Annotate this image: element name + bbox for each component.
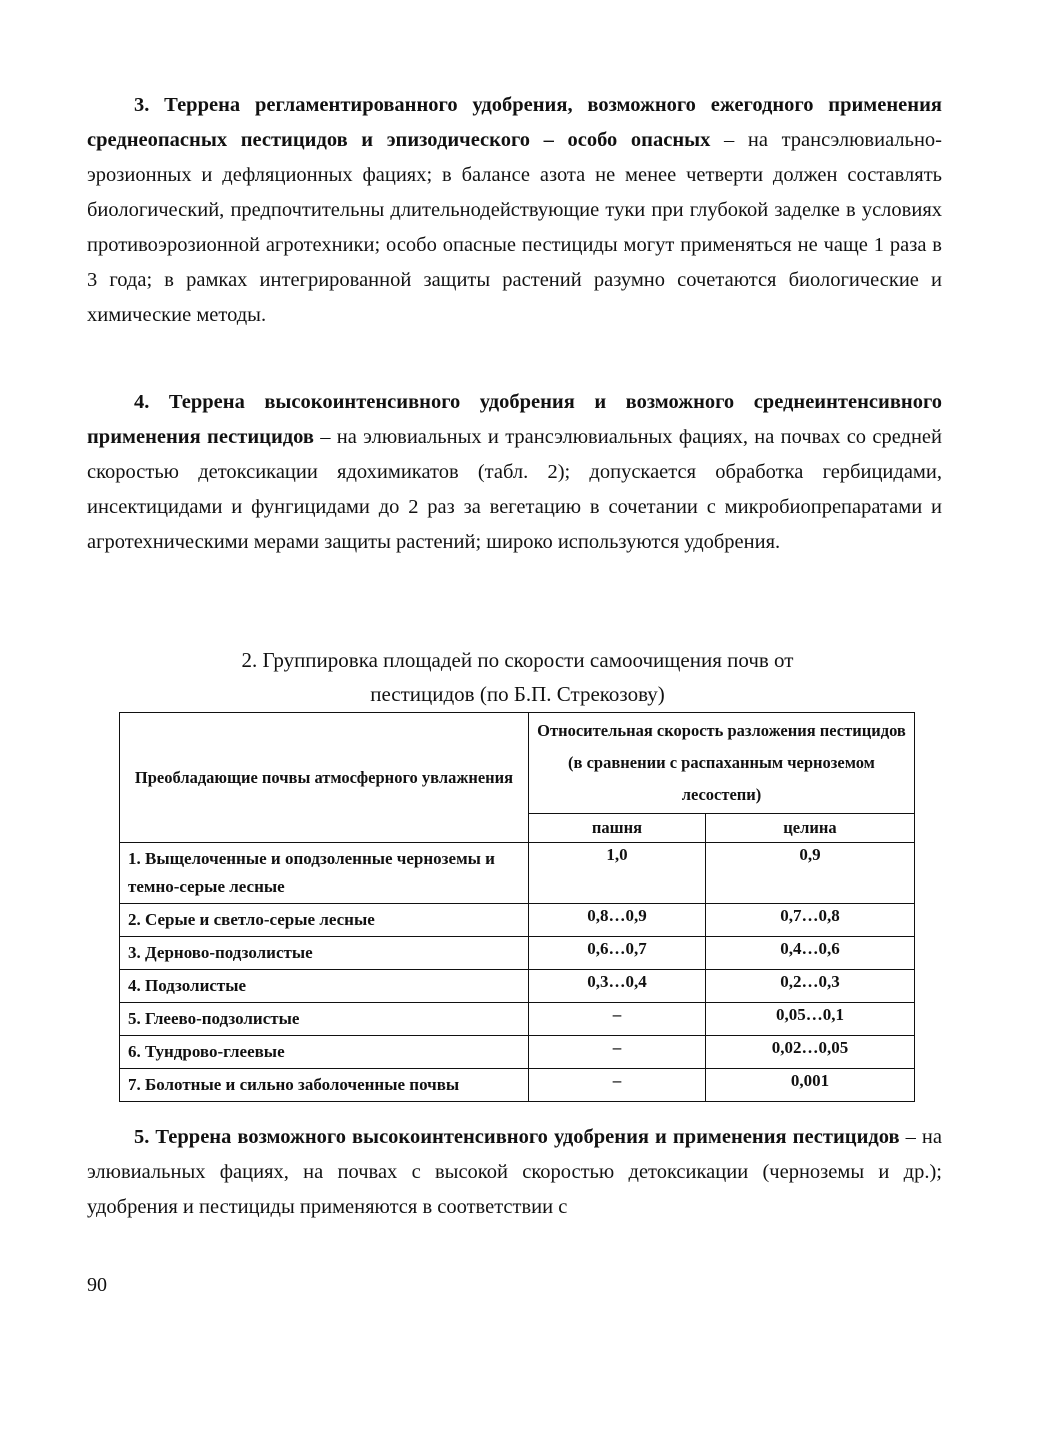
page-number: 90: [87, 1274, 107, 1296]
arable-value: –: [529, 1003, 706, 1036]
virgin-value: 0,02…0,05: [705, 1036, 914, 1069]
virgin-value: 0,001: [705, 1069, 914, 1102]
virgin-value: 0,2…0,3: [705, 970, 914, 1003]
table-row: [120, 1036, 915, 1069]
soil-name: 5. Глеево-подзолистые: [120, 1003, 529, 1036]
table-caption-line-2: пестицидов (по Б.П. Стрекозову): [370, 682, 665, 706]
table-row: [120, 1003, 915, 1036]
header-rate: Относительная скорость разложения пестицидов (в сравнении с распаханным черноземом лесостепи): [529, 713, 915, 814]
table-row: [120, 970, 915, 1003]
soil-detox-table: [119, 712, 915, 1102]
virgin-value: 0,7…0,8: [705, 904, 914, 937]
paragraph-5-heading: 5. Террена возможного высокоинтенсивного удобрения и применения пестицидов: [134, 1126, 900, 1148]
arable-value: 1,0: [529, 843, 706, 904]
soil-name: 3. Дерново-подзолистые: [120, 937, 529, 970]
table-row: [120, 937, 915, 970]
arable-value: 0,3…0,4: [529, 970, 706, 1003]
arable-value: 0,8…0,9: [529, 904, 706, 937]
table-header-row: [120, 713, 915, 814]
paragraph-5: [87, 1120, 942, 1225]
virgin-value: 0,05…0,1: [705, 1003, 914, 1036]
table-row: [120, 904, 915, 937]
paragraph-4: [87, 385, 942, 560]
soil-name: 6. Тундрово-глеевые: [120, 1036, 529, 1069]
table-row: [120, 1069, 915, 1102]
virgin-value: 0,4…0,6: [705, 937, 914, 970]
table-caption: [120, 643, 915, 711]
arable-value: –: [529, 1036, 706, 1069]
paragraph-4-text: – на элювиальных и трансэлювиальных фациях, на почвах со средней скоростью детоксикации ядохимикатов (табл. 2); допускается обработка гербицидами, инсектицидами и фунгицидами до 2 раз за вегетацию в сочетании с микробиопрепаратами и агротехническими мерами защиты растений; широко используются удобрения.: [87, 426, 942, 553]
header-virgin: целина: [705, 814, 914, 843]
header-arable: пашня: [529, 814, 706, 843]
soil-name: 7. Болотные и сильно заболоченные почвы: [120, 1069, 529, 1102]
paragraph-3-text: – на трансэлювиально-эрозионных и дефляционных фациях; в балансе азота не менее четверти должен составлять биологический, предпочтительны длительнодействующие туки при глубокой заделке в условиях противоэрозионной агротехники; особо опасные пестициды могут применяться не чаще 1 раза в 3 года; в рамках интегрированной защиты растений разумно сочетаются биологические и химические методы.: [87, 129, 942, 326]
paragraph-4-heading: 4. Террена высокоинтенсивного удобрения и возможного среднеинтенсивного применения пестицидов: [87, 391, 942, 448]
virgin-value: 0,9: [705, 843, 914, 904]
arable-value: 0,6…0,7: [529, 937, 706, 970]
arable-value: –: [529, 1069, 706, 1102]
table-caption-line-1: 2. Группировка площадей по скорости самоочищения почв от: [241, 648, 794, 672]
table-row: [120, 843, 915, 904]
soil-name: 4. Подзолистые: [120, 970, 529, 1003]
paragraph-3-heading: 3. Террена регламентированного удобрения, возможного ежегодного применения среднеопасных пестицидов и эпизодического – особо опасных: [87, 94, 942, 151]
header-soil: Преобладающие почвы атмосферного увлажнения: [120, 713, 529, 843]
soil-name: 1. Выщелоченные и оподзоленные черноземы и темно-серые лесные: [120, 843, 529, 904]
paragraph-3: [87, 88, 942, 333]
paragraph-5-text: – на элювиальных фациях, на почвах с высокой скоростью детоксикации (черноземы и др.); удобрения и пестициды применяются в соответствии с: [87, 1126, 942, 1218]
soil-name: 2. Серые и светло-серые лесные: [120, 904, 529, 937]
